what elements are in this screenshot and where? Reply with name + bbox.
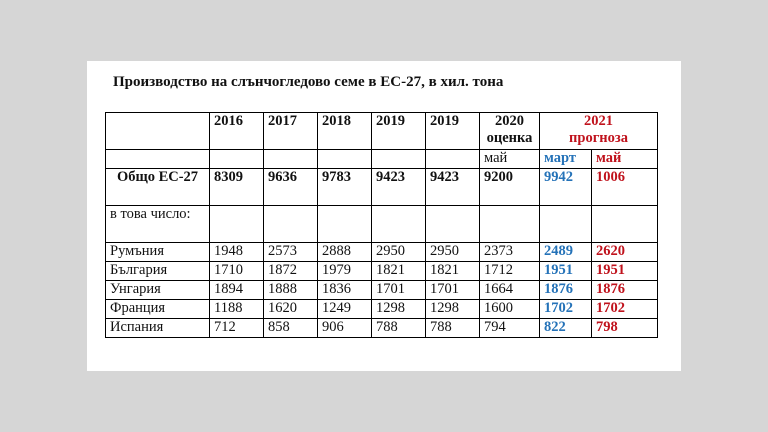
- table-cell: 1600: [480, 300, 540, 319]
- year-2019: 2019: [372, 113, 426, 150]
- table-cell: 1188: [210, 300, 264, 319]
- may-cell: 1951: [592, 262, 658, 281]
- table-cell: 1298: [426, 300, 480, 319]
- subtotal-label: в това число:: [106, 206, 210, 243]
- year-2017: 2017: [264, 113, 318, 150]
- total-cell: 9423: [426, 169, 480, 206]
- country-name: Унгария: [106, 281, 210, 300]
- table-cell: 1979: [318, 262, 372, 281]
- year-2018: 2018: [318, 113, 372, 150]
- total-cell: 9636: [264, 169, 318, 206]
- year-2021: [540, 113, 658, 150]
- year-2019-b: 2019: [426, 113, 480, 150]
- table-cell: 2950: [372, 243, 426, 262]
- table-cell: 1872: [264, 262, 318, 281]
- table-cell: 1712: [480, 262, 540, 281]
- year-2021-label: 2021: [584, 113, 613, 129]
- table-cell: 2573: [264, 243, 318, 262]
- table-cell: 2950: [426, 243, 480, 262]
- table-row: [106, 319, 658, 338]
- march-cell: 1951: [540, 262, 592, 281]
- march-cell: 822: [540, 319, 592, 338]
- country-name: Франция: [106, 300, 210, 319]
- table-cell: 858: [264, 319, 318, 338]
- subtotal-row: [106, 206, 658, 243]
- table-cell: 1620: [264, 300, 318, 319]
- table-row: [106, 243, 658, 262]
- table-row: [106, 281, 658, 300]
- year-2021-sub: прогноза: [569, 130, 628, 146]
- table-title: Производство на слънчогледово семе в ЕС-27, в хил. тона: [113, 74, 504, 90]
- table-cell: 1821: [372, 262, 426, 281]
- table-cell: 1710: [210, 262, 264, 281]
- total-cell: 9200: [480, 169, 540, 206]
- may-cell: 1702: [592, 300, 658, 319]
- table-cell: 1821: [426, 262, 480, 281]
- table-cell: 1664: [480, 281, 540, 300]
- total-march: 9942: [540, 169, 592, 206]
- table-cell: 1701: [426, 281, 480, 300]
- table-cell: 794: [480, 319, 540, 338]
- table-cell: 712: [210, 319, 264, 338]
- total-cell: 9423: [372, 169, 426, 206]
- table-cell: 2888: [318, 243, 372, 262]
- table-cell: 1888: [264, 281, 318, 300]
- total-label: Общо ЕС-27: [106, 169, 210, 206]
- table-cell: 1298: [372, 300, 426, 319]
- header-row-years: [106, 113, 658, 150]
- table-cell: 788: [372, 319, 426, 338]
- table-cell: 1249: [318, 300, 372, 319]
- document-page: [87, 61, 681, 371]
- year-2020-sub: оценка: [486, 130, 533, 146]
- header-row-months: [106, 150, 658, 169]
- sub-may-2020: май: [480, 150, 540, 169]
- table-cell: 1948: [210, 243, 264, 262]
- table-row: [106, 300, 658, 319]
- march-cell: 2489: [540, 243, 592, 262]
- may-cell: 1876: [592, 281, 658, 300]
- march-cell: 1702: [540, 300, 592, 319]
- total-row: [106, 169, 658, 206]
- country-name: Румъния: [106, 243, 210, 262]
- total-cell: 9783: [318, 169, 372, 206]
- table-cell: 2373: [480, 243, 540, 262]
- year-2020: [480, 113, 540, 150]
- country-name: България: [106, 262, 210, 281]
- year-2020-label: 2020: [495, 113, 524, 129]
- may-cell: 798: [592, 319, 658, 338]
- table-cell: 788: [426, 319, 480, 338]
- header-empty-cell: [106, 113, 210, 150]
- table-cell: 1836: [318, 281, 372, 300]
- total-cell: 8309: [210, 169, 264, 206]
- sub-march: март: [540, 150, 592, 169]
- march-cell: 1876: [540, 281, 592, 300]
- total-may: 1006: [592, 169, 658, 206]
- table-cell: 906: [318, 319, 372, 338]
- year-2016: 2016: [210, 113, 264, 150]
- table-cell: 1701: [372, 281, 426, 300]
- country-name: Испания: [106, 319, 210, 338]
- table-cell: 1894: [210, 281, 264, 300]
- table-row: [106, 262, 658, 281]
- may-cell: 2620: [592, 243, 658, 262]
- sub-may-2021: май: [592, 150, 658, 169]
- production-table: [105, 112, 658, 338]
